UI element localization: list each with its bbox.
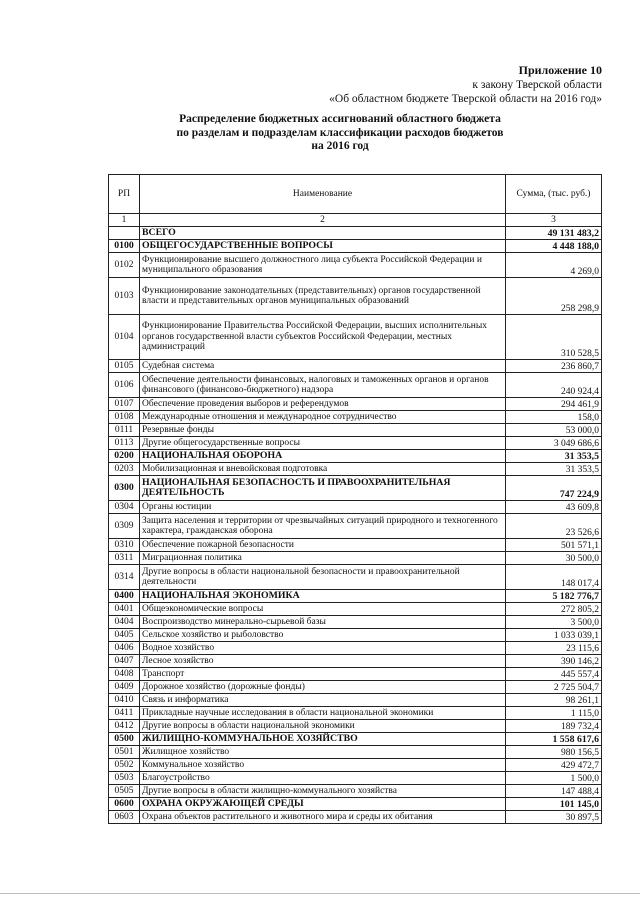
table-row bbox=[109, 278, 602, 315]
document-title-line-2: по разделам и подразделам классификации расходов бюджетов bbox=[176, 126, 504, 139]
row-name: Жилищное хозяйство bbox=[140, 746, 506, 759]
row-amount: 1 558 617,6 bbox=[506, 733, 602, 746]
row-name: Мобилизационная и вневойсковая подготовка bbox=[140, 463, 506, 476]
row-amount: 23 115,6 bbox=[506, 642, 602, 655]
row-name: ОХРАНА ОКРУЖАЮЩЕЙ СРЕДЫ bbox=[140, 798, 506, 811]
document-title-line-3: на 2016 год bbox=[311, 140, 369, 152]
row-rp-code: 0404 bbox=[109, 616, 140, 629]
table-row bbox=[109, 411, 602, 424]
row-amount: 980 156,5 bbox=[506, 746, 602, 759]
row-name: Другие вопросы в области национальной безопасности и правоохранительной деятельности bbox=[140, 565, 506, 590]
document-title bbox=[100, 113, 580, 154]
table-row bbox=[109, 629, 602, 642]
appendix-law-name: «Об областном бюджете Тверской области на 2016 год» bbox=[329, 93, 602, 105]
row-amount: 30 897,5 bbox=[506, 811, 602, 824]
row-name: Обеспечение пожарной безопасности bbox=[140, 539, 506, 552]
row-amount: 23 526,6 bbox=[506, 514, 602, 539]
row-name: Резервные фонды bbox=[140, 424, 506, 437]
row-name: Обеспечение деятельности финансовых, налоговых и таможенных органов и органов финансового (финансово-бюджетного) надзора bbox=[140, 373, 506, 398]
row-rp-code: 0311 bbox=[109, 552, 140, 565]
table-row bbox=[109, 720, 602, 733]
table-row bbox=[109, 733, 602, 746]
row-amount: 49 131 483,2 bbox=[506, 227, 602, 240]
row-amount: 147 488,4 bbox=[506, 785, 602, 798]
row-name: Дорожное хозяйство (дорожные фонды) bbox=[140, 681, 506, 694]
table-row bbox=[109, 759, 602, 772]
row-rp-code: 0400 bbox=[109, 590, 140, 603]
row-amount: 240 924,4 bbox=[506, 373, 602, 398]
table-header-row bbox=[109, 175, 602, 214]
table-row bbox=[109, 437, 602, 450]
table-row bbox=[109, 642, 602, 655]
table-row bbox=[109, 746, 602, 759]
row-rp-code: 0406 bbox=[109, 642, 140, 655]
row-name: Коммунальное хозяйство bbox=[140, 759, 506, 772]
row-name: Связь и информатика bbox=[140, 694, 506, 707]
row-rp-code: 0411 bbox=[109, 707, 140, 720]
table-row bbox=[109, 476, 602, 501]
table-row bbox=[109, 463, 602, 476]
row-rp-code: 0200 bbox=[109, 450, 140, 463]
row-rp-code: 0501 bbox=[109, 746, 140, 759]
row-rp-code: 0106 bbox=[109, 373, 140, 398]
page-edge-line bbox=[0, 893, 640, 894]
header-amount: Сумма, (тыс. руб.) bbox=[506, 175, 602, 214]
table-row bbox=[109, 501, 602, 514]
row-name: ВСЕГО bbox=[140, 227, 506, 240]
table-row bbox=[109, 616, 602, 629]
document-title-line-1: Распределение бюджетных ассигнований областного бюджета bbox=[179, 113, 501, 125]
row-rp-code: 0502 bbox=[109, 759, 140, 772]
row-name: Транспорт bbox=[140, 668, 506, 681]
row-rp-code: 0113 bbox=[109, 437, 140, 450]
row-name: Судебная система bbox=[140, 360, 506, 373]
row-rp-code: 0500 bbox=[109, 733, 140, 746]
table-row bbox=[109, 785, 602, 798]
row-rp-code: 0401 bbox=[109, 603, 140, 616]
header-name: Наименование bbox=[140, 175, 506, 214]
row-amount: 1 033 039,1 bbox=[506, 629, 602, 642]
row-name: Воспроизводство минерально-сырьевой базы bbox=[140, 616, 506, 629]
row-amount: 1 500,0 bbox=[506, 772, 602, 785]
row-amount: 43 609,8 bbox=[506, 501, 602, 514]
row-name: Функционирование высшего должностного лица субъекта Российской Федерации и муниципального образования bbox=[140, 253, 506, 278]
table-row bbox=[109, 227, 602, 240]
row-amount: 429 472,7 bbox=[506, 759, 602, 772]
appendix-block bbox=[329, 63, 602, 106]
row-amount: 1 115,0 bbox=[506, 707, 602, 720]
row-rp-code: 0108 bbox=[109, 411, 140, 424]
row-amount: 98 261,1 bbox=[506, 694, 602, 707]
row-amount: 501 571,1 bbox=[506, 539, 602, 552]
row-name: Обеспечение проведения выборов и референдумов bbox=[140, 398, 506, 411]
row-amount: 158,0 bbox=[506, 411, 602, 424]
row-amount: 272 805,2 bbox=[506, 603, 602, 616]
row-amount: 3 500,0 bbox=[506, 616, 602, 629]
row-amount: 2 725 504,7 bbox=[506, 681, 602, 694]
row-amount: 4 448 188,0 bbox=[506, 240, 602, 253]
row-amount: 310 528,5 bbox=[506, 315, 602, 360]
row-rp-code: 0409 bbox=[109, 681, 140, 694]
row-rp-code: 0103 bbox=[109, 278, 140, 315]
row-name: ОБЩЕГОСУДАРСТВЕННЫЕ ВОПРОСЫ bbox=[140, 240, 506, 253]
row-amount: 390 146,2 bbox=[506, 655, 602, 668]
row-name: НАЦИОНАЛЬНАЯ ОБОРОНА bbox=[140, 450, 506, 463]
row-name: Другие вопросы в области жилищно-коммунального хозяйства bbox=[140, 785, 506, 798]
row-name: Международные отношения и международное сотрудничество bbox=[140, 411, 506, 424]
table-row bbox=[109, 514, 602, 539]
row-amount: 258 298,9 bbox=[506, 278, 602, 315]
row-rp-code: 0107 bbox=[109, 398, 140, 411]
row-rp-code: 0503 bbox=[109, 772, 140, 785]
row-rp-code: 0407 bbox=[109, 655, 140, 668]
column-number-1: 1 bbox=[109, 214, 140, 227]
row-rp-code: 0300 bbox=[109, 476, 140, 501]
row-amount: 31 353,5 bbox=[506, 450, 602, 463]
row-rp-code: 0410 bbox=[109, 694, 140, 707]
row-amount: 3 049 686,6 bbox=[506, 437, 602, 450]
table-row bbox=[109, 811, 602, 824]
row-name: Миграционная политика bbox=[140, 552, 506, 565]
row-name: Функционирование Правительства Российской Федерации, высших исполнительных органов государственной власти субъектов Российской Федерации, местных администраций bbox=[140, 315, 506, 360]
table-row bbox=[109, 707, 602, 720]
table-row bbox=[109, 603, 602, 616]
table-body bbox=[109, 227, 602, 824]
row-rp-code: 0408 bbox=[109, 668, 140, 681]
row-name: Сельское хозяйство и рыболовство bbox=[140, 629, 506, 642]
row-name: НАЦИОНАЛЬНАЯ ЭКОНОМИКА bbox=[140, 590, 506, 603]
table-row bbox=[109, 552, 602, 565]
row-name: Другие вопросы в области национальной экономики bbox=[140, 720, 506, 733]
row-rp-code: 0304 bbox=[109, 501, 140, 514]
row-rp-code: 0505 bbox=[109, 785, 140, 798]
row-rp-code: 0105 bbox=[109, 360, 140, 373]
table-row bbox=[109, 253, 602, 278]
row-name: Общеэкономические вопросы bbox=[140, 603, 506, 616]
table-row bbox=[109, 681, 602, 694]
table-row bbox=[109, 539, 602, 552]
row-amount: 31 353,5 bbox=[506, 463, 602, 476]
table-row bbox=[109, 424, 602, 437]
row-rp-code: 0309 bbox=[109, 514, 140, 539]
table-row bbox=[109, 655, 602, 668]
row-name: ЖИЛИЩНО-КОММУНАЛЬНОЕ ХОЗЯЙСТВО bbox=[140, 733, 506, 746]
row-amount: 5 182 776,7 bbox=[506, 590, 602, 603]
table-row bbox=[109, 360, 602, 373]
row-rp-code: 0412 bbox=[109, 720, 140, 733]
row-name: Водное хозяйство bbox=[140, 642, 506, 655]
row-rp-code: 0600 bbox=[109, 798, 140, 811]
table-row bbox=[109, 668, 602, 681]
row-amount: 445 557,4 bbox=[506, 668, 602, 681]
table-row bbox=[109, 798, 602, 811]
row-name: Прикладные научные исследования в области национальной экономики bbox=[140, 707, 506, 720]
table-row bbox=[109, 565, 602, 590]
row-rp-code: 0102 bbox=[109, 253, 140, 278]
row-name: Органы юстиции bbox=[140, 501, 506, 514]
table-row bbox=[109, 590, 602, 603]
row-amount: 4 269,0 bbox=[506, 253, 602, 278]
row-amount: 294 461,9 bbox=[506, 398, 602, 411]
row-name: Защита населения и территории от чрезвычайных ситуаций природного и техногенного характера, гражданская оборона bbox=[140, 514, 506, 539]
row-amount: 189 732,4 bbox=[506, 720, 602, 733]
row-name: Благоустройство bbox=[140, 772, 506, 785]
header-rp: РП bbox=[109, 175, 140, 214]
row-name: Охрана объектов растительного и животного мира и среды их обитания bbox=[140, 811, 506, 824]
row-name: Лесное хозяйство bbox=[140, 655, 506, 668]
table-row bbox=[109, 373, 602, 398]
row-amount: 53 000,0 bbox=[506, 424, 602, 437]
row-rp-code: 0314 bbox=[109, 565, 140, 590]
row-amount: 148 017,4 bbox=[506, 565, 602, 590]
column-number-2: 2 bbox=[140, 214, 506, 227]
column-number-3: 3 bbox=[506, 214, 602, 227]
row-name: Функционирование законодательных (представительных) органов государственной власти и представительных органов муниципальных образований bbox=[140, 278, 506, 315]
row-rp-code: 0405 bbox=[109, 629, 140, 642]
row-name: НАЦИОНАЛЬНАЯ БЕЗОПАСНОСТЬ И ПРАВООХРАНИТЕЛЬНАЯ ДЕЯТЕЛЬНОСТЬ bbox=[140, 476, 506, 501]
row-rp-code: 0203 bbox=[109, 463, 140, 476]
table-row bbox=[109, 315, 602, 360]
table-row bbox=[109, 772, 602, 785]
table-row bbox=[109, 450, 602, 463]
table-row bbox=[109, 398, 602, 411]
budget-table bbox=[108, 174, 602, 824]
appendix-law-line: к закону Тверской области bbox=[472, 79, 602, 91]
table-row bbox=[109, 694, 602, 707]
appendix-title: Приложение 10 bbox=[518, 63, 602, 77]
row-rp-code: 0603 bbox=[109, 811, 140, 824]
row-rp-code: 0100 bbox=[109, 240, 140, 253]
row-rp-code bbox=[109, 227, 140, 240]
row-name: Другие общегосударственные вопросы bbox=[140, 437, 506, 450]
row-amount: 236 860,7 bbox=[506, 360, 602, 373]
row-amount: 101 145,0 bbox=[506, 798, 602, 811]
table-column-numbers-row bbox=[109, 214, 602, 227]
table-row bbox=[109, 240, 602, 253]
row-rp-code: 0310 bbox=[109, 539, 140, 552]
row-rp-code: 0111 bbox=[109, 424, 140, 437]
row-rp-code: 0104 bbox=[109, 315, 140, 360]
row-amount: 747 224,9 bbox=[506, 476, 602, 501]
row-amount: 30 500,0 bbox=[506, 552, 602, 565]
